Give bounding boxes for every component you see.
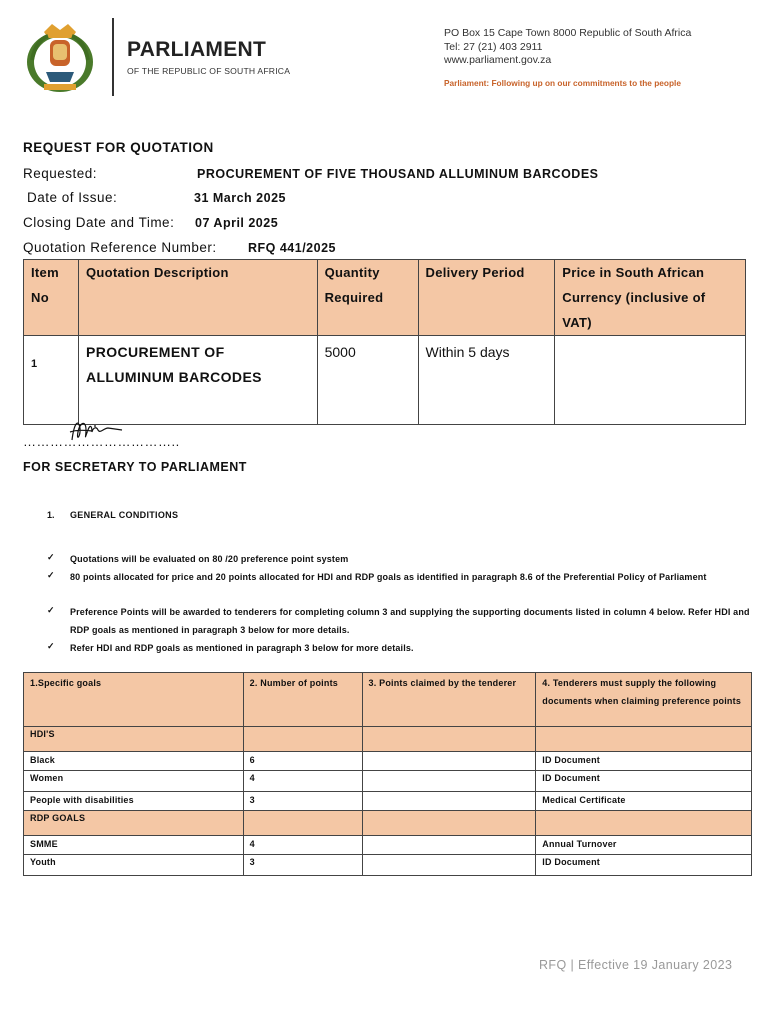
table-row bbox=[24, 855, 752, 876]
points-cell: 3 bbox=[243, 792, 362, 811]
section-number: 1. bbox=[47, 510, 55, 520]
quotation-table-header bbox=[24, 260, 746, 336]
preference-goals-table bbox=[23, 672, 752, 876]
document-cell: ID Document bbox=[536, 752, 752, 771]
header-quantity: Quantity Required bbox=[317, 260, 418, 336]
table-row bbox=[24, 752, 752, 771]
table-row bbox=[24, 836, 752, 855]
check-icon: ✓ bbox=[47, 552, 55, 562]
cell-delivery: Within 5 days bbox=[418, 336, 555, 425]
reference-value: RFQ 441/2025 bbox=[248, 241, 336, 255]
contact-block bbox=[444, 27, 691, 68]
hdi-section-row bbox=[24, 727, 752, 752]
cell-quantity: 5000 bbox=[317, 336, 418, 425]
contact-address: PO Box 15 Cape Town 8000 Republic of South Africa bbox=[444, 27, 692, 39]
table-row bbox=[24, 771, 752, 792]
goals-table-header bbox=[24, 673, 752, 727]
reference-label: Quotation Reference Number: bbox=[23, 240, 217, 255]
closing-date-label: Closing Date and Time: bbox=[23, 215, 175, 230]
document-cell: Annual Turnover bbox=[536, 836, 752, 855]
header-divider bbox=[112, 18, 114, 96]
list-item: Refer HDI and RDP goals as mentioned in paragraph 3 below for more details. bbox=[70, 643, 414, 653]
issue-date-label: Date of Issue: bbox=[27, 190, 118, 205]
hdi-label: HDI'S bbox=[24, 727, 244, 752]
check-icon: ✓ bbox=[47, 605, 55, 615]
section-title: GENERAL CONDITIONS bbox=[70, 510, 179, 520]
issue-date-value: 31 March 2025 bbox=[194, 191, 286, 205]
rdp-label: RDP GOALS bbox=[24, 811, 244, 836]
header-number-of-points: 2. Number of points bbox=[243, 673, 362, 727]
cell-description: PROCUREMENT OF ALLUMINUM BARCODES bbox=[78, 336, 317, 425]
document-cell: ID Document bbox=[536, 855, 752, 876]
list-item: Preference Points will be awarded to tenderers for completing column 3 and supplying the supporting documents listed in column 4 below. Refer HDI and RDP goals as mentioned in paragraph 3 below for more details. bbox=[70, 607, 750, 635]
claimed-cell[interactable] bbox=[362, 836, 536, 855]
table-row bbox=[24, 792, 752, 811]
requested-label: Requested: bbox=[23, 166, 98, 181]
goal-cell: Youth bbox=[24, 855, 244, 876]
list-item: Quotations will be evaluated on 80 /20 preference point system bbox=[70, 554, 349, 564]
signatory-role: FOR SECRETARY TO PARLIAMENT bbox=[23, 460, 247, 474]
points-cell: 4 bbox=[243, 836, 362, 855]
brand-name: PARLIAMENT bbox=[127, 38, 267, 61]
brand-subtitle: OF THE REPUBLIC OF SOUTH AFRICA bbox=[127, 66, 291, 76]
header-specific-goals: 1.Specific goals bbox=[24, 673, 244, 727]
header-item-no: Item No bbox=[24, 260, 79, 336]
table-row bbox=[24, 336, 746, 425]
signature-line: …………………………….. bbox=[23, 434, 180, 449]
requested-value: PROCUREMENT OF FIVE THOUSAND ALLUMINUM BARCODES bbox=[197, 167, 599, 181]
contact-phone: Tel: 27 (21) 403 2911 bbox=[444, 40, 543, 53]
check-icon: ✓ bbox=[47, 641, 55, 651]
closing-date-value: 07 April 2025 bbox=[195, 216, 279, 230]
header-documents: 4. Tenderers must supply the following documents when claiming preference points bbox=[536, 673, 752, 727]
header-description: Quotation Description bbox=[78, 260, 317, 336]
header-price: Price in South African Currency (inclusive of VAT) bbox=[555, 260, 746, 336]
claimed-cell[interactable] bbox=[362, 792, 536, 811]
check-icon: ✓ bbox=[47, 570, 55, 580]
quotation-table bbox=[23, 259, 746, 425]
rfq-title: REQUEST FOR QUOTATION bbox=[23, 140, 214, 155]
points-cell: 3 bbox=[243, 855, 362, 876]
goal-cell: People with disabilities bbox=[24, 792, 244, 811]
page-footer: RFQ | Effective 19 January 2023 bbox=[539, 958, 733, 972]
goal-cell: Women bbox=[24, 771, 244, 792]
claimed-cell[interactable] bbox=[362, 771, 536, 792]
tagline: Parliament: Following up on our commitments to the people bbox=[444, 78, 681, 88]
goal-cell: Black bbox=[24, 752, 244, 771]
cell-item-no: 1 bbox=[24, 336, 79, 425]
list-item: 80 points allocated for price and 20 points allocated for HDI and RDP goals as identified in paragraph 8.6 of the Preferential Policy of Parliament bbox=[70, 572, 707, 582]
rdp-section-row bbox=[24, 811, 752, 836]
goal-cell: SMME bbox=[24, 836, 244, 855]
contact-website: www.parliament.gov.za bbox=[444, 54, 552, 66]
points-cell: 6 bbox=[243, 752, 362, 771]
document-cell: Medical Certificate bbox=[536, 792, 752, 811]
document-cell: ID Document bbox=[536, 771, 752, 792]
parliament-coat-of-arms-logo bbox=[22, 20, 98, 96]
header-points-claimed: 3. Points claimed by the tenderer bbox=[362, 673, 536, 727]
claimed-cell[interactable] bbox=[362, 855, 536, 876]
points-cell: 4 bbox=[243, 771, 362, 792]
header-delivery: Delivery Period bbox=[418, 260, 555, 336]
cell-price[interactable] bbox=[555, 336, 746, 425]
claimed-cell[interactable] bbox=[362, 752, 536, 771]
